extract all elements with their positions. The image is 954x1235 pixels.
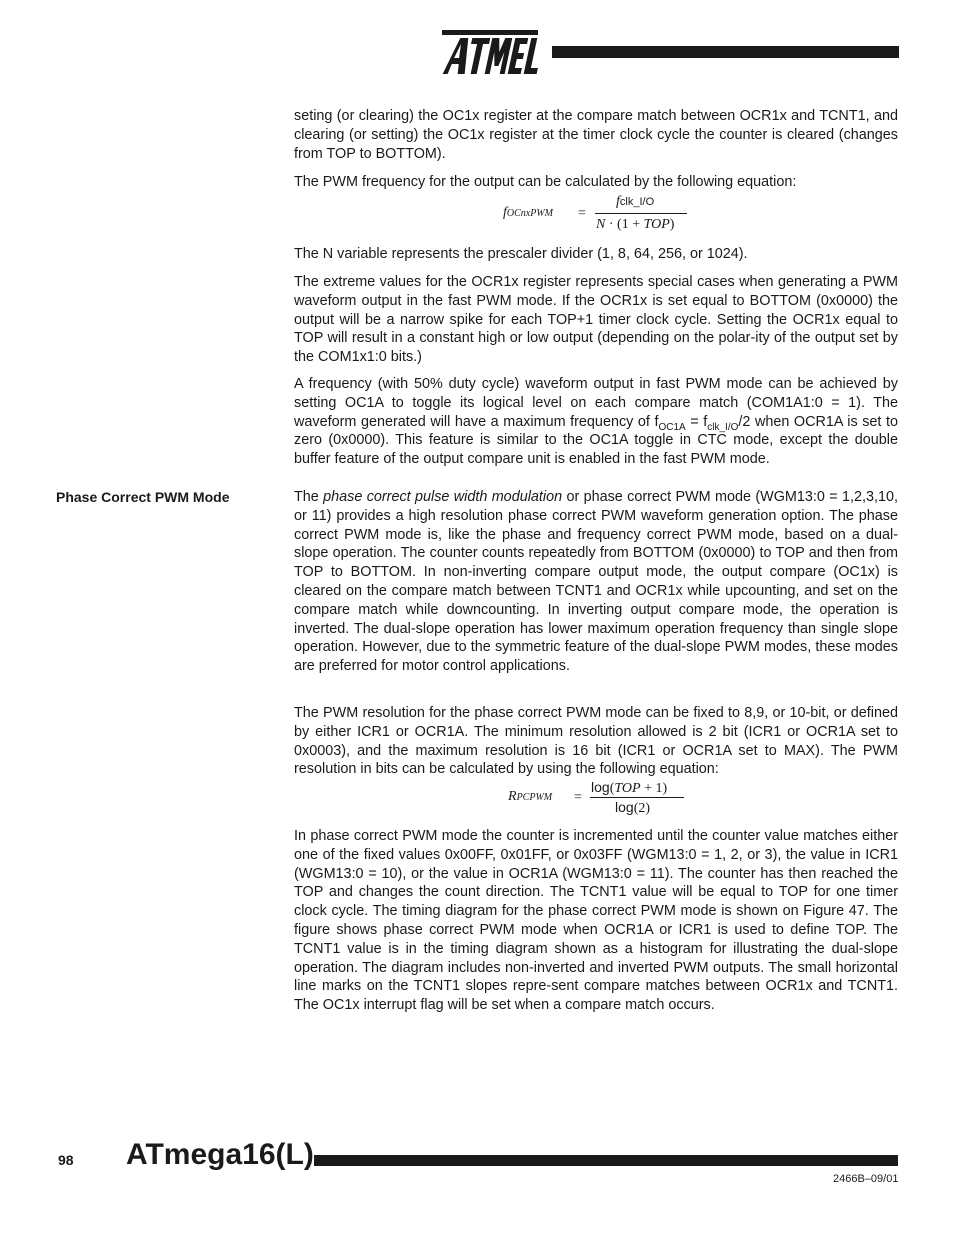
text-run: The <box>294 489 324 505</box>
subscript: OC1A <box>658 421 686 433</box>
paragraph-text: seting (or clearing) the OC1x register at the compare match between OCR1x and TCNT1, and clearing (or setting) the OC1x register at the timer clock cycle the counter is cleared (changes from TOP to BOTTOM). <box>294 108 898 162</box>
body-paragraph-1 <box>294 107 898 163</box>
eq-symbol: TOP <box>643 217 670 232</box>
paragraph-text: The N variable represents the prescaler divider (1, 8, 64, 256, or 1024). <box>294 246 748 262</box>
section-heading: Phase Correct PWM Mode <box>56 489 230 505</box>
eq-symbol: R <box>508 789 517 804</box>
text-run: or phase correct PWM mode (WGM13:0 = 1,2,3,10, or 11) provides a high resolution phase correct PWM waveform generation option. The phase correct PWM mode is, like the phase and frequency correct PWM mode, based on a dual-slope operation. The counter counts repeatedly from BOTTOM (0x0000) to TOP and then from TOP to BOTTOM. In non-inverting compare output mode, the output compare (OC1x) is cleared on the compare match between TCNT1 and OCR1x while upcounting, and set on the compare match while downcounting. In inverting output compare mode, the operation is inverted. The dual-slope operation has lower maximum operation frequency than single slope operation. However, due to the symmetric feature of the dual-slope PWM modes, these modes are preferred for motor control applications. <box>294 489 898 675</box>
header-rule <box>552 46 899 58</box>
eq-paren: ( <box>617 217 622 232</box>
body-paragraph-5 <box>294 375 898 469</box>
eq-number: 1 <box>621 217 629 232</box>
eq-equals: = <box>574 790 582 805</box>
paragraph-text <box>294 488 898 676</box>
eq-function: log <box>615 799 634 815</box>
eq-symbol: f <box>503 205 507 220</box>
eq-function: log <box>591 779 610 795</box>
body-paragraph-8 <box>294 827 898 1015</box>
footer-rule <box>314 1155 898 1166</box>
fraction-bar <box>595 213 687 214</box>
eq-operator: + 1 <box>644 781 663 796</box>
eq-symbol: N <box>596 217 606 232</box>
eq-paren: ) <box>669 217 675 232</box>
document-title: ATmega16(L) <box>126 1138 314 1171</box>
fraction-bar <box>590 797 684 798</box>
pwm-frequency-equation <box>500 195 700 235</box>
eq-paren: ( <box>609 781 615 796</box>
eq-symbol: f <box>616 194 620 209</box>
eq-subscript: PCPWM <box>516 792 553 803</box>
subscript: clk_I/O <box>707 421 739 433</box>
paragraph-text: The PWM resolution for the phase correct PWM mode can be fixed to 8,9, or 10-bit, or defined by either ICR1 or OCR1A. The minimum resolution allowed is 2 bit (ICR1 or OCR1A set to 0x0003), and the maximum resolution is 16 bit (ICR1 or OCR1A set to MAX). The PWM resolution in bits can be calculated by using the following equation: <box>294 705 898 778</box>
paragraph-text: The extreme values for the OCR1x register represents special cases when generating a PWM waveform output in the fast PWM mode. If the OCR1x is set equal to BOTTOM (0x0000) the output will be a narrow spike for each TOP+1 timer clock cycle. Setting the OCR1x equal to TOP will result in a constant high or low output (depending on the polar-ity of the output set by the COM1x1:0 bits.) <box>294 274 898 366</box>
body-paragraph-3 <box>294 245 898 264</box>
text-run: A frequency (with 50% duty cycle) waveform output in fast PWM mode can be achieved by setting OC1A to toggle its logical level on each compare match (COM1A1:0 = 1). The waveform generated will have a maximum frequency of f <box>294 376 898 430</box>
paragraph-text <box>294 375 898 469</box>
eq-symbol: TOP <box>614 781 641 796</box>
atmel-logo <box>438 30 540 76</box>
eq-operator: · <box>608 217 614 232</box>
body-paragraph-6 <box>294 488 898 676</box>
text-run: = f <box>685 413 708 430</box>
eq-subscript: OCnxPWM <box>506 208 553 219</box>
eq-operator: + <box>632 217 641 232</box>
eq-equals: = <box>578 206 586 221</box>
eq-argument: (2) <box>633 801 651 816</box>
emphasis-text: phase correct pulse width modulation <box>323 489 563 505</box>
body-paragraph-7 <box>294 704 898 779</box>
eq-paren: ) <box>662 781 668 796</box>
text-run: /2 when OCR1A is set to zero (0x0000). This feature is similar to the OC1A toggle in CTC mode, except the double buffer feature of the output compare unit is enabled in the fast PWM mode. <box>294 413 899 468</box>
paragraph-text: In phase correct PWM mode the counter is incremented until the counter value matches either one of the fixed values 0x00FF, 0x01FF, or 0x03FF (WGM13:0 = 1, 2, or 3), the value in ICR1 (WGM13:0 = 10), or the value in OCR1A (WGM13:0 = 11). The counter has then reached the TOP and changes the count direction. The TCNT1 value will be equal to TOP for one timer clock cycle. The timing diagram for the phase correct PWM mode is shown on Figure 47. The figure shows phase correct PWM mode when OCR1A or ICR1 is used to define TOP. The TCNT1 value is in the timing diagram shown as a histogram for illustrating the dual-slope operation. The diagram includes non-inverted and inverted PWM outputs. The small horizontal line marks on the TCNT1 slopes repre-sent compare matches between OCR1x and TCNT1. The OC1x interrupt flag will be set when a compare match occurs. <box>294 828 898 1014</box>
body-paragraph-2 <box>294 173 898 192</box>
body-paragraph-4 <box>294 273 898 367</box>
paragraph-text: The PWM frequency for the output can be calculated by the following equation: <box>294 174 797 190</box>
eq-subscript: clk_I/O <box>619 196 655 208</box>
page-number: 98 <box>58 1152 74 1168</box>
pwm-resolution-equation <box>506 779 696 819</box>
document-code: 2466B–09/01 <box>833 1173 899 1185</box>
